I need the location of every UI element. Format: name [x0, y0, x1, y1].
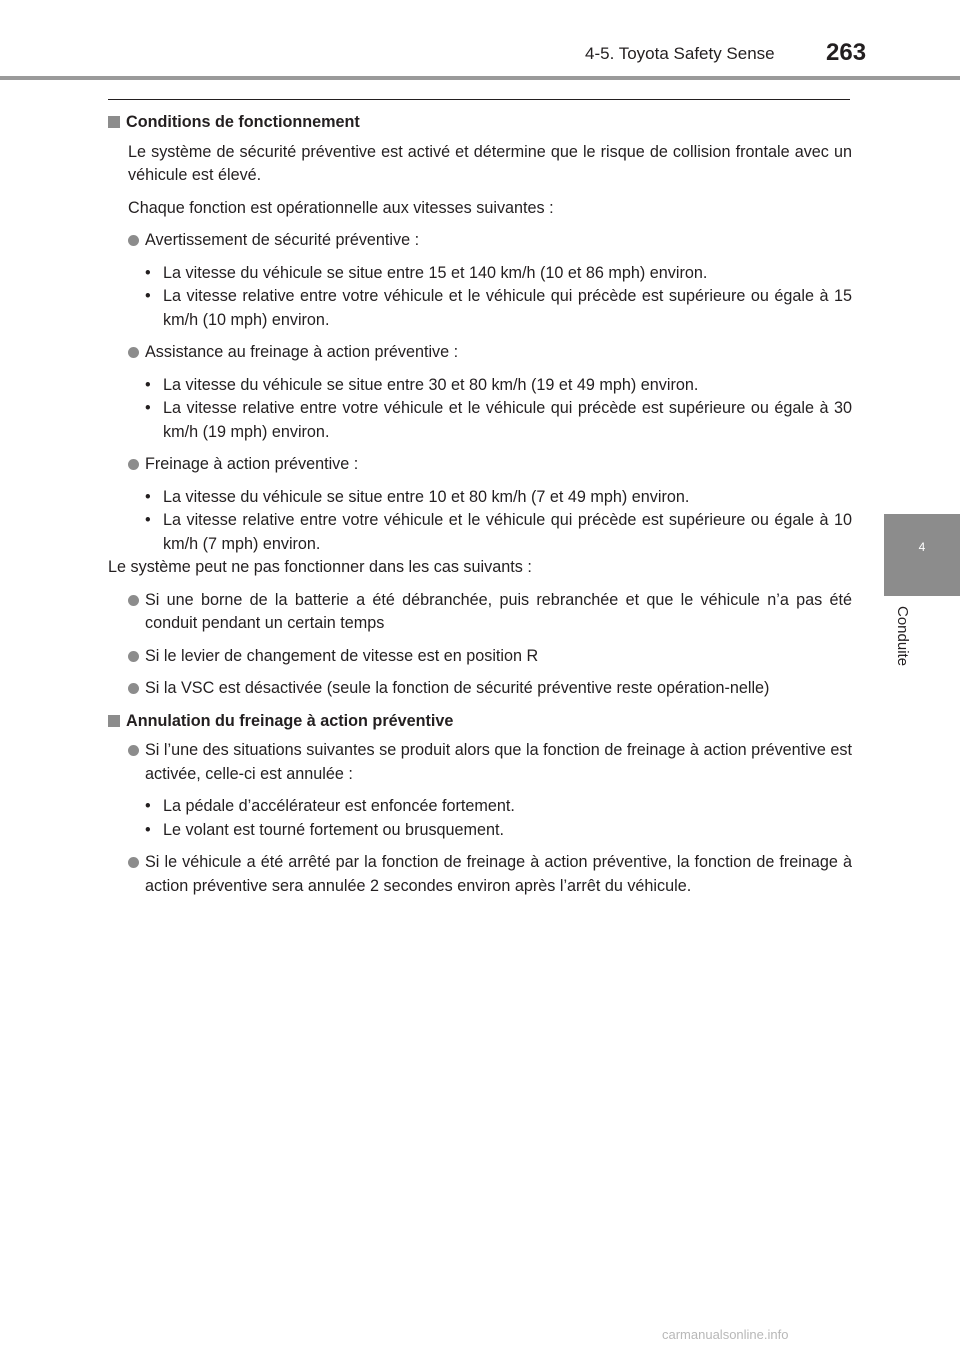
- square-bullet-icon: [108, 715, 120, 727]
- dot-bullet-icon: •: [145, 797, 151, 815]
- paragraph: Le système peut ne pas fonctionner dans les cas suivants :: [108, 558, 532, 576]
- circle-bullet-icon: [128, 683, 139, 694]
- sub-list-item: • Le volant est tourné fortement ou brusquement.: [108, 819, 852, 843]
- chapter-tab: [884, 514, 960, 596]
- page-content: [108, 111, 852, 907]
- sub-list-item: • La vitesse relative entre votre véhicule et le véhicule qui précède est supérieure ou égale à 15 km/h (10 mph) environ.: [145, 287, 852, 329]
- sub-list-item: • La vitesse relative entre votre véhicule et le véhicule qui précède est supérieure ou égale à 30 km/h (19 mph) environ.: [145, 399, 852, 441]
- paragraph: Chaque fonction est opérationnelle aux vitesses suivantes :: [128, 198, 554, 217]
- list-item: Avertissement de sécurité préventive :: [108, 229, 852, 253]
- sub-list: [108, 795, 852, 842]
- dot-bullet-icon: •: [145, 287, 151, 305]
- sub-list-item: • La vitesse du véhicule se situe entre 10 et 80 km/h (7 et 49 mph) environ.: [108, 486, 852, 510]
- chapter-number: 4: [918, 540, 926, 554]
- sub-list-item: • La pédale d’accélérateur est enfoncée fortement.: [108, 795, 852, 819]
- sub-list: [108, 486, 852, 557]
- circle-bullet-icon: [128, 745, 139, 756]
- circle-bullet-icon: [128, 651, 139, 662]
- list-item: Si le levier de changement de vitesse est en position R: [108, 645, 852, 669]
- dot-bullet-icon: •: [145, 263, 151, 282]
- circle-bullet-icon: [128, 595, 139, 606]
- sub-list-item: • La vitesse relative entre votre véhicule et le véhicule qui précède est supérieure ou égale à 10 km/h (7 mph) environ.: [145, 511, 852, 553]
- list-item: Si une borne de la batterie a été débranchée, puis rebranchée et que le véhicule n’a pas été conduit pendant un certain temps: [108, 589, 852, 636]
- circle-bullet-icon: [128, 459, 139, 470]
- circle-bullet-icon: [128, 347, 139, 358]
- chapter-label: [896, 606, 926, 676]
- section-heading-cancellation: [108, 710, 852, 734]
- sub-list-item: • La vitesse du véhicule se situe entre 30 et 80 km/h (19 et 49 mph) environ.: [108, 374, 852, 398]
- sub-list: [108, 374, 852, 445]
- sub-list: [108, 262, 852, 333]
- sub-list-item: • La vitesse du véhicule se situe entre 15 et 140 km/h (10 et 86 mph) environ.: [108, 262, 852, 286]
- content-divider: [108, 99, 850, 100]
- list-item: Freinage à action préventive :: [108, 453, 852, 477]
- circle-bullet-icon: [128, 235, 139, 246]
- section-heading-text: Conditions de fonctionnement: [126, 113, 360, 131]
- section-title: 4-5. Toyota Safety Sense: [585, 44, 775, 63]
- dot-bullet-icon: •: [145, 399, 151, 417]
- list-item: Si l’une des situations suivantes se produit alors que la fonction de freinage à action préventive est activée, celle-ci est annulée :: [108, 739, 852, 786]
- paragraph: Le système de sécurité préventive est activé et détermine que le risque de collision frontale avec un véhicule est élevé.: [128, 142, 852, 184]
- circle-bullet-icon: [128, 857, 139, 868]
- dot-bullet-icon: •: [145, 511, 151, 529]
- dot-bullet-icon: •: [145, 820, 151, 839]
- section-heading-text: Annulation du freinage à action préventive: [126, 711, 454, 730]
- dot-bullet-icon: •: [145, 487, 151, 506]
- section-heading-conditions: [108, 111, 852, 135]
- square-bullet-icon: [108, 116, 120, 128]
- list-item: Assistance au freinage à action préventive :: [108, 341, 852, 365]
- header-divider: [0, 76, 960, 80]
- list-item: Si la VSC est désactivée (seule la fonction de sécurité préventive reste opération-nelle): [108, 677, 852, 701]
- page-number: 263: [826, 39, 867, 66]
- watermark: carmanualsonline.info: [662, 1327, 789, 1342]
- list-item: Si le véhicule a été arrêté par la fonction de freinage à action préventive, la fonction de freinage à action préventive sera annulée 2 secondes environ après l’arrêt du véhicule.: [108, 851, 852, 898]
- dot-bullet-icon: •: [145, 375, 151, 394]
- chapter-label-text: Conduite: [894, 606, 911, 667]
